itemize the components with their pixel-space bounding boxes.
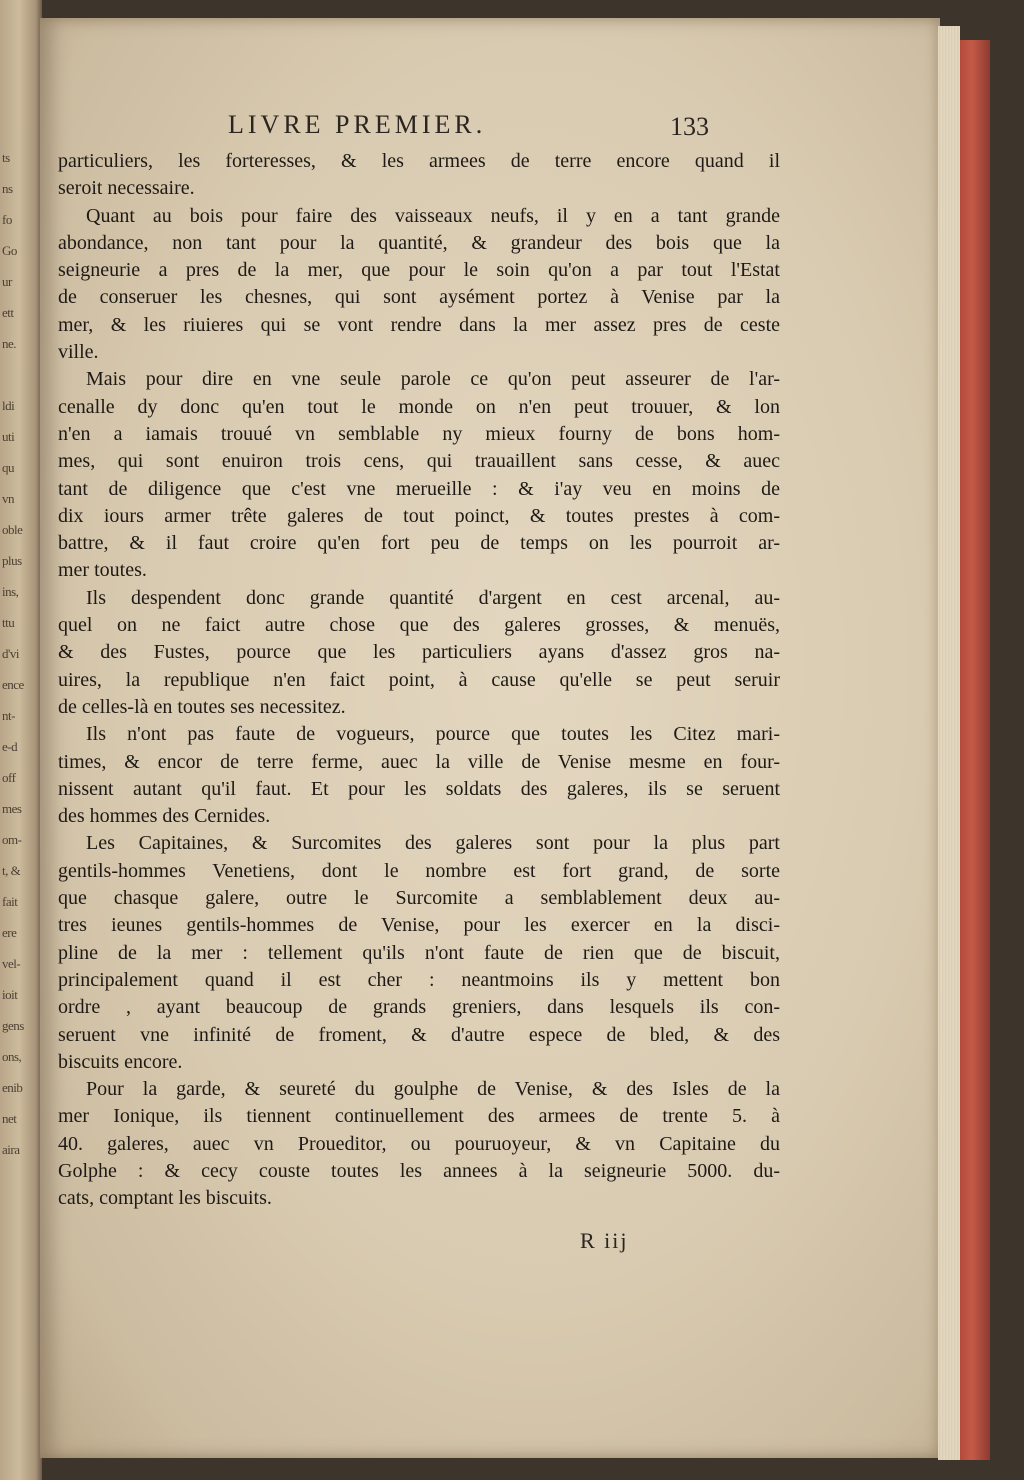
left-page-fragment: d'vi: [2, 646, 19, 661]
left-page-fragment: fo: [2, 212, 12, 227]
left-page-fragment: mes: [2, 801, 22, 816]
left-page-fragment: ns: [2, 181, 13, 196]
left-page-fragment: ioit: [2, 987, 18, 1002]
left-page-fragment: nt-: [2, 708, 15, 723]
text-line: tant de diligence que c'est vne merueille : & i'ay veu en moins de: [58, 477, 780, 500]
left-page-fragment: ldi: [2, 398, 15, 413]
page-header: [40, 110, 940, 150]
page-block-edges: [938, 26, 960, 1460]
left-page-fragment: ur: [2, 274, 12, 289]
left-page-fragment: fait: [2, 894, 18, 909]
left-page-fragment: ence: [2, 677, 24, 692]
running-head: LIVRE PREMIER.: [228, 110, 487, 139]
text-line: Quant au bois pour faire des vaisseaux neufs, il y en a tant grande: [86, 204, 780, 227]
text-line: dix iours armer trête galeres de tout poinct, & toutes prestes à com-: [58, 504, 780, 527]
text-line: seroit necessaire.: [58, 177, 195, 200]
left-page-fragment: enib: [2, 1080, 23, 1095]
left-page-fragment: ttu: [2, 615, 15, 630]
book-cover-edge: [960, 40, 990, 1460]
text-line: times, & encor de terre ferme, auec la ville de Venise mesme en four-: [58, 750, 780, 773]
text-line: mer, & les riuieres qui se vont rendre dans la mer assez pres de ceste: [58, 313, 780, 336]
text-line: cenalle dy donc qu'en tout le monde on n'en peut trouuer, & lon: [58, 395, 780, 418]
text-line: Mais pour dire en vne seule parole ce qu'on peut asseurer de l'ar-: [86, 368, 780, 391]
signature-mark: R iij: [580, 1228, 629, 1253]
text-line: particuliers, les forteresses, & les armees de terre encore quand il: [58, 150, 780, 172]
text-line: uires, la republique n'en faict point, à cause qu'elle se peut seruir: [58, 668, 780, 691]
text-line: quel on ne faict autre chose que des galeres grosses, & menuës,: [58, 614, 780, 637]
text-line: Ils despendent donc grande quantité d'argent en cest arcenal, au-: [86, 586, 780, 609]
left-page-fragment: off: [2, 770, 16, 785]
left-page-fragment: t, &: [2, 863, 21, 878]
body-text: [58, 148, 780, 1213]
text-line: nissent autant qu'il faut. Et pour les soldats des galeres, ils se seruent: [58, 777, 780, 800]
text-line: n'en a iamais trouué vn semblable ny mieux fourny de bons hom-: [58, 422, 780, 445]
left-page-fragment: aira: [2, 1142, 20, 1157]
left-page-fragment: qu: [2, 460, 14, 475]
text-line: mer Ionique, ils tiennent continuellement des armees de trente 5. à: [58, 1105, 780, 1128]
left-page-fragment: net: [2, 1111, 17, 1126]
left-page-fragment: vel-: [2, 956, 21, 971]
text-line: mes, qui sont enuiron trois cens, qui trauaillent sans cesse, & auec: [58, 450, 780, 473]
text-line: seruent vne infinité de froment, & d'autre espece de bled, & des: [58, 1023, 780, 1046]
text-line: principalement quand il est cher : neantmoins ils y mettent bon: [58, 968, 780, 991]
text-line: gentils-hommes Venetiens, dont le nombre est fort grand, de sorte: [58, 859, 780, 882]
text-line: pline de la mer : tellement qu'ils n'ont faute de rien que de biscuit,: [58, 941, 780, 964]
book-page: [40, 18, 940, 1458]
text-line: ville.: [58, 341, 99, 364]
left-page-fragment: vn: [2, 491, 14, 506]
text-line: battre, & il faut croire qu'en fort peu de temps on les pourroit ar-: [58, 532, 780, 555]
left-page-fragment: gens: [2, 1018, 24, 1033]
left-page-fragment: plus: [2, 553, 22, 568]
text-line: 40. galeres, auec vn Proueditor, ou pouruoyeur, & vn Capitaine du: [58, 1132, 780, 1155]
left-page-fragment: ne.: [2, 336, 17, 351]
left-page-fragment: ere: [2, 925, 17, 940]
left-page-fragment: uti: [2, 429, 15, 444]
text-line: Golphe : & cecy couste toutes les annees à la seigneurie 5000. du-: [58, 1159, 780, 1182]
left-page-fragment: oble: [2, 522, 23, 537]
text-line: & des Fustes, pource que les particuliers ayans d'assez gros na-: [58, 641, 780, 664]
text-line: tres ieunes gentils-hommes de Venise, pour les exercer en la disci-: [58, 914, 780, 937]
left-page-fragment: om-: [2, 832, 22, 847]
text-line: Pour la garde, & seureté du goulphe de Venise, & des Isles de la: [86, 1078, 780, 1101]
text-line: des hommes des Cernides.: [58, 805, 271, 828]
text-line: de conseruer les chesnes, qui sont aysément portez à Venise par la: [58, 286, 780, 309]
text-line: cats, comptant les biscuits.: [58, 1187, 272, 1210]
text-line: seigneurie a pres de la mer, que pour le soin qu'on a par tout l'Estat: [58, 259, 780, 282]
left-page-fragment: ins,: [2, 584, 19, 599]
text-line: biscuits encore.: [58, 1050, 183, 1073]
text-line: Les Capitaines, & Surcomites des galeres sont pour la plus part: [86, 832, 780, 855]
left-page-fragment: e-d: [2, 739, 18, 754]
text-line: abondance, non tant pour la quantité, & grandeur des bois que la: [58, 231, 780, 254]
previous-page-edge: [0, 0, 42, 1480]
text-line: ordre , ayant beaucoup de grands greniers, dans lesquels ils con-: [58, 996, 780, 1019]
text-line: de celles-là en toutes ses necessitez.: [58, 695, 346, 718]
page-number: 133: [670, 112, 709, 141]
left-page-fragment: Go: [2, 243, 17, 258]
text-line: que chasque galere, outre le Surcomite a semblablement deux au-: [58, 887, 780, 910]
left-page-fragment: ett: [2, 305, 14, 320]
text-line: mer toutes.: [58, 559, 147, 582]
left-page-fragment: ts: [2, 150, 10, 165]
left-page-fragment: ons,: [2, 1049, 22, 1064]
text-line: Ils n'ont pas faute de vogueurs, pource que toutes les Citez mari-: [86, 723, 780, 746]
